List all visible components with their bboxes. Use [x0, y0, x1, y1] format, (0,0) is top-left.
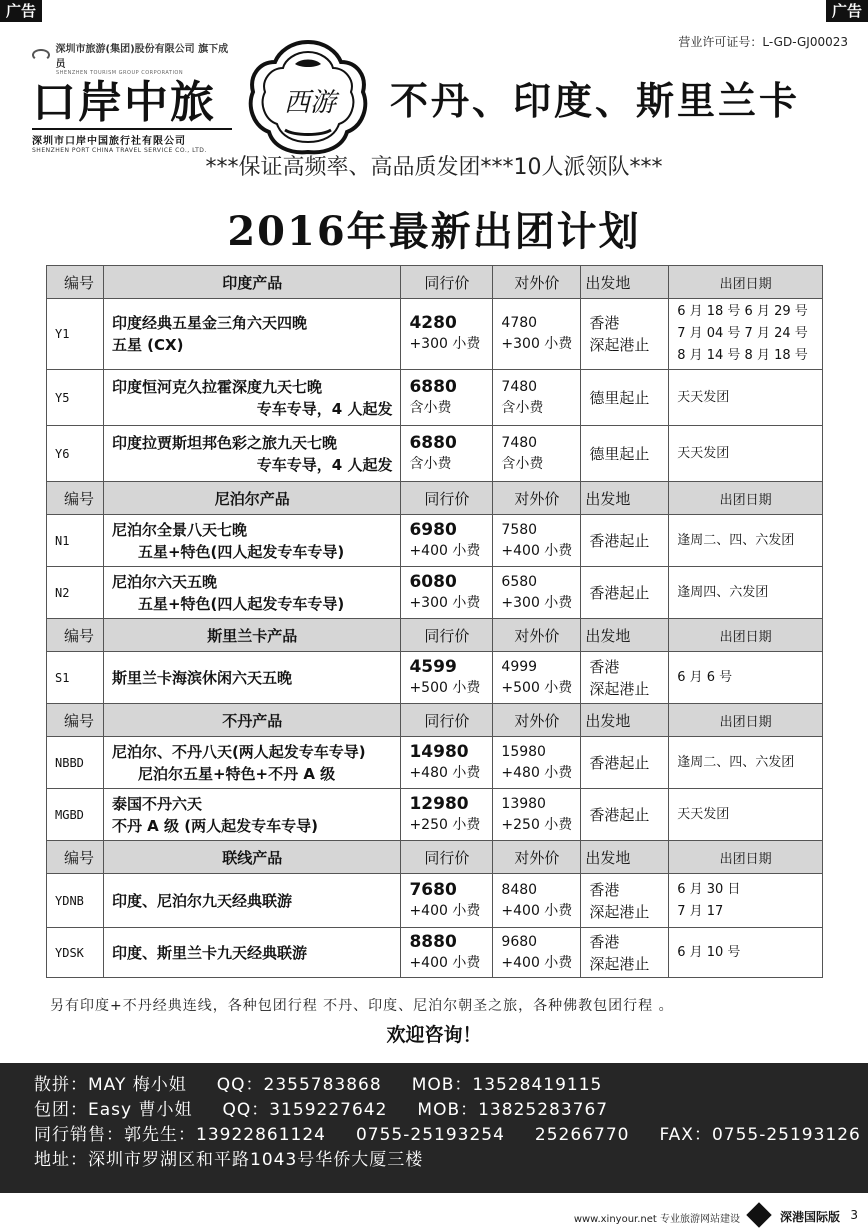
date-line-1: 天天发团	[677, 445, 730, 461]
departure	[581, 737, 669, 789]
col-public-header: 对外价	[493, 619, 581, 652]
tour-product	[103, 789, 401, 841]
peer-price-note: +300 小费	[409, 336, 481, 352]
departure-line-1: 香港起止	[589, 805, 650, 824]
ad-label-right: 广告	[826, 0, 868, 22]
group-en: SHENZHEN TOURISM GROUP CORPORATION	[56, 70, 184, 76]
col-code-header: 编号	[47, 619, 104, 652]
contact-3-fax: FAX：0755-25193126	[659, 1125, 861, 1145]
public-price-note: +480 小费	[501, 764, 573, 781]
contact-panel	[0, 1063, 868, 1193]
brand-logo	[32, 40, 232, 154]
footnote: 另有印度+不丹经典连线，各种包团行程 不丹、印度、尼泊尔朝圣之旅，各种佛教包团行程 。	[50, 998, 674, 1014]
product-line-1: 尼泊尔、不丹八天(两人起发专车专导)	[111, 742, 366, 761]
tour-code: NBBD	[47, 737, 104, 789]
public-price-note: +300 小费	[501, 336, 573, 352]
product-line-2: 五星+特色(四人起发专车专导)	[137, 594, 345, 613]
departure-line-1: 香港	[589, 932, 620, 951]
public-price-value: 15980	[501, 743, 546, 760]
tour-product	[103, 299, 401, 370]
col-date-header: 出团日期	[669, 482, 823, 515]
peer-price-value: 4599	[409, 656, 457, 677]
departure-dates	[669, 370, 823, 426]
tour-code: Y6	[47, 426, 104, 482]
page-title: 2016年最新出团计划	[227, 208, 641, 255]
departure-line-1: 香港	[589, 880, 620, 899]
peer-price-note: +250 小费	[409, 816, 481, 833]
col-peer-header: 同行价	[401, 841, 493, 874]
tour-product	[103, 515, 401, 567]
departure	[581, 426, 669, 482]
peer-price-note: 含小费	[409, 399, 452, 416]
public-price	[493, 928, 581, 978]
date-line-2: 7 月 17	[677, 903, 724, 919]
departure	[581, 874, 669, 928]
peer-price	[401, 426, 493, 482]
seal-text: 西游	[283, 88, 336, 118]
col-public-header: 对外价	[493, 841, 581, 874]
public-price-value: 13980	[501, 795, 546, 812]
col-date-header: 出团日期	[669, 704, 823, 737]
tour-plan-table	[46, 265, 823, 978]
footer-site: www.xinyour.net 专业旅游网站建设	[573, 1214, 740, 1225]
public-price-value: 7480	[501, 378, 538, 395]
tour-product	[103, 874, 401, 928]
contact-2-qq: QQ：3159227642	[222, 1100, 388, 1120]
table-row	[47, 567, 823, 619]
peer-price-value: 6880	[409, 376, 457, 397]
peer-price-value: 4280	[409, 313, 457, 333]
public-price	[493, 737, 581, 789]
peer-price-value: 12980	[409, 793, 469, 814]
peer-price-note: +400 小费	[409, 542, 481, 559]
tour-product	[103, 370, 401, 426]
contact-3-sales: 同行销售：郭先生：13922861124	[34, 1125, 326, 1145]
contact-2-mob: MOB：13825283767	[417, 1100, 609, 1120]
public-price-note: +400 小费	[501, 542, 573, 559]
headline: 不丹、印度、斯里兰卡	[390, 79, 801, 123]
peer-price	[401, 299, 493, 370]
table-row	[47, 737, 823, 789]
tour-code: S1	[47, 652, 104, 704]
departure-dates	[669, 299, 823, 370]
departure	[581, 652, 669, 704]
public-price-note: +500 小费	[501, 679, 573, 696]
public-price-note: +400 小费	[501, 954, 573, 971]
section-header-row	[47, 841, 823, 874]
departure-line-1: 香港	[589, 657, 620, 676]
peer-price	[401, 370, 493, 426]
section-category: 尼泊尔产品	[103, 482, 401, 515]
col-depart-header: 出发地	[581, 482, 669, 515]
departure-line-1: 香港	[589, 314, 620, 332]
product-line-2: 五星+特色(四人起发专车专导)	[137, 542, 345, 561]
public-price	[493, 515, 581, 567]
tour-code: Y5	[47, 370, 104, 426]
tour-product	[103, 567, 401, 619]
table-row	[47, 874, 823, 928]
section-category: 联线产品	[103, 841, 401, 874]
tour-code: YDSK	[47, 928, 104, 978]
col-code-header: 编号	[47, 841, 104, 874]
table-row	[47, 370, 823, 426]
col-code-header: 编号	[47, 266, 104, 299]
page-footer	[0, 1200, 868, 1230]
section-header-row	[47, 619, 823, 652]
peer-price-value: 6080	[409, 571, 457, 592]
group-swirl-icon	[32, 49, 50, 61]
tour-product	[103, 652, 401, 704]
public-price-note: +300 小费	[501, 594, 573, 611]
peer-price-note: +480 小费	[409, 764, 481, 781]
contact-line-1	[34, 1073, 868, 1098]
peer-price-value: 7680	[409, 879, 457, 900]
contact-address: 地址：深圳市罗湖区和平路1043号华侨大厦三楼	[34, 1150, 424, 1170]
product-line-1: 印度经典五星金三角六天四晚	[111, 314, 307, 332]
date-line-2: 7 月 04 号 7 月 24 号	[677, 326, 808, 341]
section-header-row	[47, 704, 823, 737]
tour-product	[103, 928, 401, 978]
public-price-note: +400 小费	[501, 902, 573, 919]
peer-price	[401, 928, 493, 978]
departure-line-1: 香港起止	[589, 531, 650, 550]
departure	[581, 789, 669, 841]
product-line-2: 五星 (CX)	[111, 336, 184, 354]
section-header-row	[47, 482, 823, 515]
peer-price-note: +400 小费	[409, 902, 481, 919]
departure-dates	[669, 515, 823, 567]
table-row	[47, 426, 823, 482]
peer-price-value: 8880	[409, 931, 457, 952]
col-date-header: 出团日期	[669, 841, 823, 874]
public-price-value: 6580	[501, 573, 538, 590]
departure-dates	[669, 737, 823, 789]
company-name-cn: 深圳市口岸中国旅行社有限公司	[32, 128, 232, 147]
contact-1-qq: QQ：2355783868	[216, 1075, 382, 1095]
peer-price-value: 14980	[409, 741, 469, 762]
section-header-row	[47, 266, 823, 299]
product-line-1: 泰国不丹六天	[111, 794, 202, 813]
col-peer-header: 同行价	[401, 266, 493, 299]
departure-dates	[669, 874, 823, 928]
departure-line-2: 深起港止	[589, 902, 650, 921]
departure	[581, 567, 669, 619]
contact-1-name: 散拼：MAY 梅小姐	[34, 1075, 187, 1095]
date-line-1: 6 月 6 号	[677, 669, 733, 685]
col-public-header: 对外价	[493, 704, 581, 737]
col-peer-header: 同行价	[401, 704, 493, 737]
page-number: 3	[850, 1208, 858, 1222]
public-price-value: 4780	[501, 315, 538, 331]
departure-line-1: 德里起止	[589, 388, 650, 407]
peer-price-value: 6880	[409, 432, 457, 453]
col-public-header: 对外价	[493, 482, 581, 515]
col-depart-header: 出发地	[581, 704, 669, 737]
product-line-1: 印度恒河克久拉霍深度九天七晚	[111, 377, 322, 396]
public-price-value: 7580	[501, 521, 538, 538]
col-code-header: 编号	[47, 482, 104, 515]
public-price-value: 7480	[501, 434, 538, 451]
date-line-1: 6 月 10 号	[677, 944, 741, 960]
contact-1-mob: MOB：13528419115	[411, 1075, 603, 1095]
public-price	[493, 567, 581, 619]
public-price	[493, 370, 581, 426]
table-row	[47, 515, 823, 567]
peer-price-note: 含小费	[409, 455, 452, 472]
date-line-1: 6 月 18 号 6 月 29 号	[677, 304, 808, 319]
date-line-1: 天天发团	[677, 806, 730, 822]
tour-code: YDNB	[47, 874, 104, 928]
departure-dates	[669, 652, 823, 704]
tour-product	[103, 737, 401, 789]
departure-dates	[669, 567, 823, 619]
public-price-value: 4999	[501, 658, 538, 675]
departure-line-1: 德里起止	[589, 444, 650, 463]
slogan: ***保证高频率、高品质发团***10人派领队***	[205, 155, 663, 180]
col-date-header: 出团日期	[669, 619, 823, 652]
table-row	[47, 652, 823, 704]
departure-line-2: 深起港止	[589, 679, 650, 698]
peer-price	[401, 515, 493, 567]
tour-code: Y1	[47, 299, 104, 370]
public-price-note: 含小费	[501, 399, 544, 416]
date-line-3: 8 月 14 号 8 月 18 号	[677, 348, 808, 363]
footer-logo-icon	[746, 1202, 771, 1227]
group-line	[32, 40, 232, 70]
peer-price	[401, 567, 493, 619]
departure-dates	[669, 789, 823, 841]
col-depart-header: 出发地	[581, 619, 669, 652]
contact-line-2	[34, 1098, 868, 1123]
departure	[581, 928, 669, 978]
public-price-value: 9680	[501, 933, 538, 950]
departure-line-2: 深起港止	[589, 336, 650, 354]
brand-name: 口岸中旅	[32, 77, 216, 128]
public-price	[493, 789, 581, 841]
departure	[581, 299, 669, 370]
contact-2-name: 包团：Easy 曹小姐	[34, 1100, 193, 1120]
departure-dates	[669, 928, 823, 978]
product-line-2: 专车专导，4 人起发	[256, 399, 393, 418]
section-category: 斯里兰卡产品	[103, 619, 401, 652]
peer-price	[401, 874, 493, 928]
col-depart-header: 出发地	[581, 266, 669, 299]
departure	[581, 515, 669, 567]
departure-dates	[669, 426, 823, 482]
peer-price	[401, 737, 493, 789]
table-row	[47, 789, 823, 841]
section-category: 不丹产品	[103, 704, 401, 737]
product-line-1: 印度、斯里兰卡九天经典联游	[111, 943, 307, 962]
contact-3-tel2: 25266770	[534, 1125, 630, 1145]
peer-price-note: +500 小费	[409, 679, 481, 696]
license-number: 营业许可证号：L-GD-GJ00023	[678, 35, 848, 49]
company-name-en: SHENZHEN PORT CHINA TRAVEL SERVICE CO., LTD.	[32, 147, 207, 154]
welcome-text: 欢迎咨询！	[386, 1024, 482, 1046]
product-line-1: 尼泊尔全景八天七晚	[111, 520, 247, 539]
peer-price-note: +400 小费	[409, 954, 481, 971]
tour-code: N1	[47, 515, 104, 567]
col-public-header: 对外价	[493, 266, 581, 299]
date-line-1: 天天发团	[677, 389, 730, 405]
public-price	[493, 874, 581, 928]
date-line-1: 逢周二、四、六发团	[677, 532, 795, 548]
product-line-1: 尼泊尔六天五晚	[111, 572, 217, 591]
product-line-1: 印度拉贾斯坦邦色彩之旅九天七晚	[111, 433, 337, 452]
tour-product	[103, 426, 401, 482]
peer-price-note: +300 小费	[409, 594, 481, 611]
date-line-1: 6 月 30 日	[677, 881, 741, 897]
table-row	[47, 299, 823, 370]
product-line-1: 印度、尼泊尔九天经典联游	[111, 891, 292, 910]
contact-3-tel1: 0755-25193254	[355, 1125, 505, 1145]
product-line-2: 专车专导，4 人起发	[256, 455, 393, 474]
section-category: 印度产品	[103, 266, 401, 299]
public-price-note: +250 小费	[501, 816, 573, 833]
tour-code: MGBD	[47, 789, 104, 841]
product-line-2: 不丹 A 级 (两人起发专车专导)	[111, 816, 318, 835]
col-peer-header: 同行价	[401, 619, 493, 652]
peer-price	[401, 789, 493, 841]
departure-line-2: 深起港止	[589, 954, 650, 973]
departure-line-1: 香港起止	[589, 583, 650, 602]
date-line-1: 逢周二、四、六发团	[677, 754, 795, 770]
departure	[581, 370, 669, 426]
public-price	[493, 426, 581, 482]
col-date-header: 出团日期	[669, 266, 823, 299]
peer-price-value: 6980	[409, 519, 457, 540]
peer-price	[401, 652, 493, 704]
public-price	[493, 299, 581, 370]
tour-code: N2	[47, 567, 104, 619]
public-price-note: 含小费	[501, 455, 544, 472]
product-line-1: 斯里兰卡海滨休闲六天五晚	[111, 668, 292, 687]
departure-line-1: 香港起止	[589, 753, 650, 772]
contact-line-3	[34, 1123, 868, 1148]
date-line-1: 逢周四、六发团	[677, 584, 769, 600]
group-line-text: 深圳市旅游(集团)股份有限公司 旗下成员	[55, 44, 229, 70]
footer-edition: 深港国际版	[779, 1210, 840, 1224]
public-price	[493, 652, 581, 704]
col-peer-header: 同行价	[401, 482, 493, 515]
public-price-value: 8480	[501, 881, 538, 898]
table-row	[47, 928, 823, 978]
product-line-2: 尼泊尔五星+特色+不丹 A 级	[137, 764, 336, 783]
col-code-header: 编号	[47, 704, 104, 737]
ad-label-left: 广告	[0, 0, 42, 22]
col-depart-header: 出发地	[581, 841, 669, 874]
